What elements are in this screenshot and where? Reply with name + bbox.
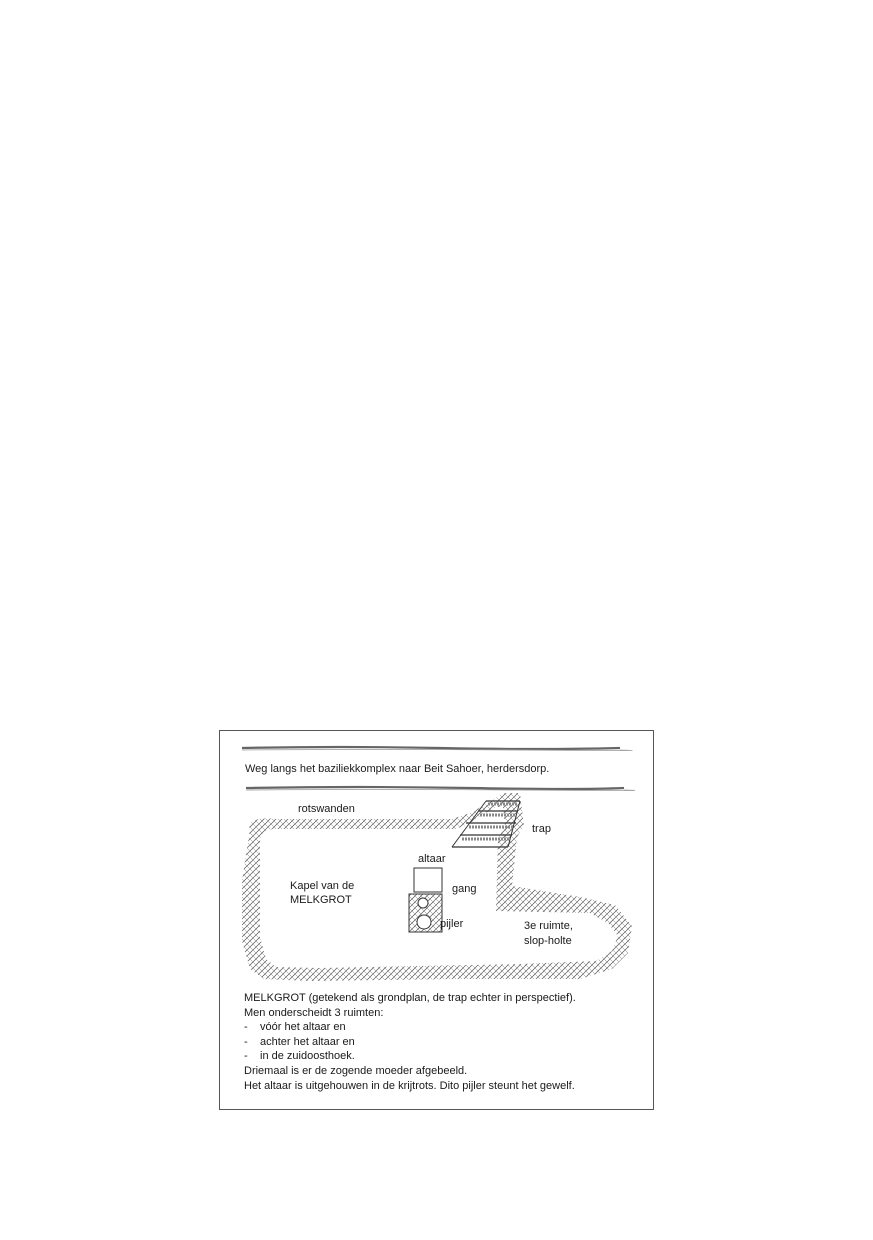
caption-nursing-mother: Driemaal is er de zogende moeder afgebeeld. [244, 1064, 468, 1077]
passage-label: gang [452, 883, 477, 895]
bullet-text: in de zuidoosthoek. [260, 1050, 355, 1063]
caption-bullet [244, 1020, 644, 1035]
road-label: Weg langs het baziliekkomplex naar Beit Sahoer, herdersdorp. [245, 763, 550, 775]
pillar-upper [418, 898, 428, 908]
bullet-dash: - [244, 1035, 248, 1048]
caption-bullet [244, 1049, 644, 1064]
third-room-label-line1: 3e ruimte, [524, 920, 573, 932]
caption-altar-note: Het altaar is uitgehouwen in de krijtrots. Dito pijler steunt het gewelf. [244, 1079, 575, 1092]
caption-intro: Men onderscheidt 3 ruimten: [244, 1006, 384, 1019]
bullet-dash: - [244, 1021, 248, 1034]
altar [414, 868, 442, 892]
pillar [417, 915, 431, 929]
stairs-label: trap [532, 823, 551, 835]
bullet-dash: - [244, 1050, 248, 1063]
caption-title: MELKGROT (getekend als grondplan, de trap echter in perspectief). [244, 992, 576, 1004]
melkgrot-floor-plan [220, 731, 653, 991]
bullet-text: achter het altaar en [260, 1035, 355, 1048]
figure-frame [219, 730, 654, 1110]
chapel-label-line1: Kapel van de [290, 880, 355, 892]
altar-label: altaar [418, 853, 446, 865]
third-room-label-line2: slop-holte [524, 935, 572, 947]
bullet-text: vóór het altaar en [260, 1021, 346, 1034]
rock-walls-label: rotswanden [298, 803, 355, 815]
pillar-label: pijler [440, 918, 464, 930]
chapel-label-line2: MELKGROT [290, 894, 352, 906]
caption [244, 991, 644, 1093]
caption-bullet [244, 1035, 644, 1050]
